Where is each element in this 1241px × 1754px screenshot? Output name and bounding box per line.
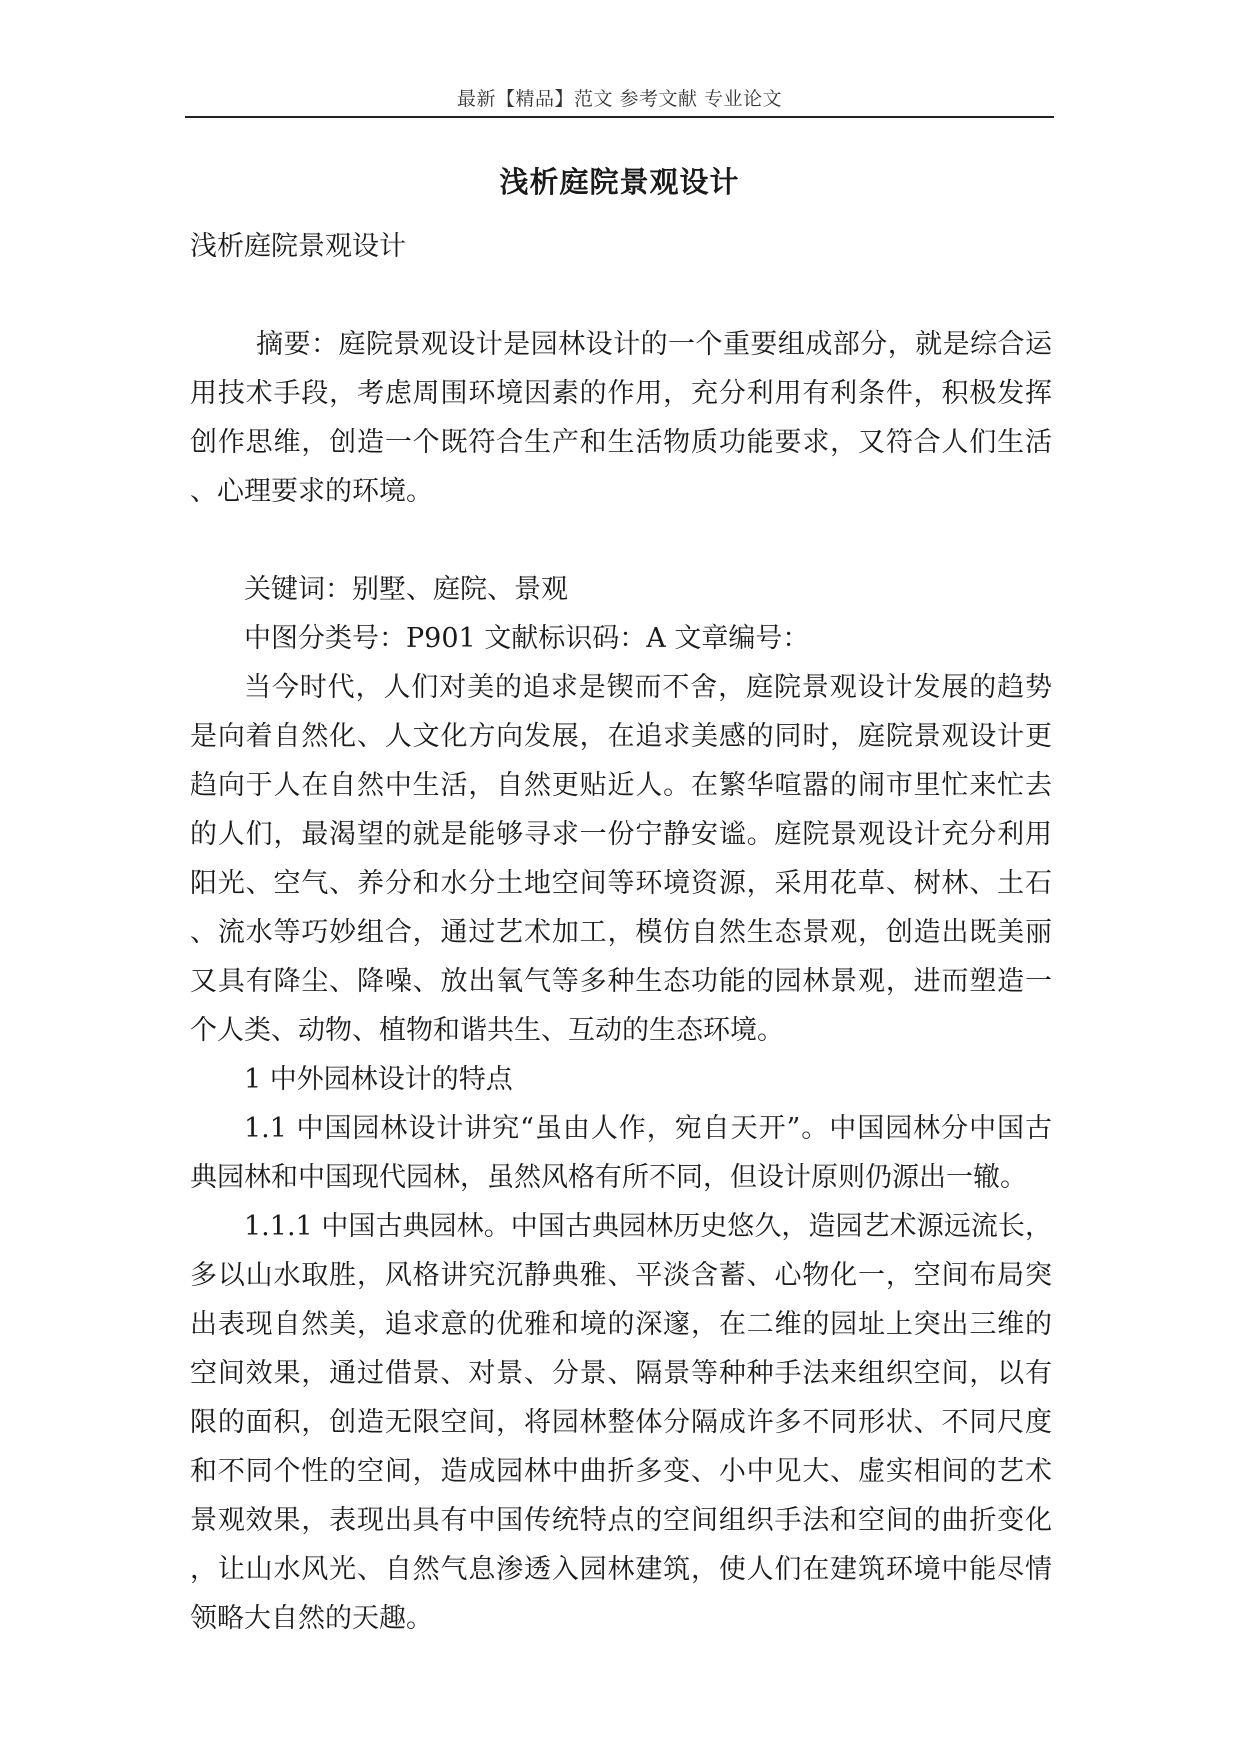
document-body bbox=[190, 222, 1052, 1643]
document-title: 浅析庭院景观设计 bbox=[499, 165, 740, 199]
section-1-1-1-paragraph: 1.1.1 中国古典园林。中国古典园林历史悠久，造园艺术源远流长，多以山水取胜，风格讲究沉静典雅、平淡含蓄、心物化一，空间布局突出表现自然美，追求意的优雅和境的深邃，在二维的园址上突出三维的空间效果，通过借景、对景、分景、隔景等种种手法来组织空间，以有限的面积，创造无限空间，将园林整体分隔成许多不同形状、不同尺度和不同个性的空间，造成园林中曲折多变、小中见大、虚实相间的艺术景观效果，表现出具有中国传统特点的空间组织手法和空间的曲折变化，让山水风光、自然气息渗透入园林建筑，使人们在建筑环境中能尽情领略大自然的天趣。 bbox=[190, 1211, 1052, 1634]
document-subtitle: 浅析庭院景观设计 bbox=[190, 231, 406, 262]
keywords-line: 关键词：别墅、庭院、景观 bbox=[244, 574, 568, 605]
section-heading-1: 1 中外园林设计的特点 bbox=[244, 1064, 513, 1095]
header-divider bbox=[185, 116, 1054, 118]
intro-paragraph: 当今时代，人们对美的追求是锲而不舍，庭院景观设计发展的趋势是向着自然化、人文化方向发展，在追求美感的同时，庭院景观设计更趋向于人在自然中生活，自然更贴近人。在繁华喧嚣的闹市里忙来忙去的人们，最渴望的就是能够寻求一份宁静安谧。庭院景观设计充分利用阳光、空气、养分和水分土地空间等环境资源，采用花草、树林、土石、流水等巧妙组合，通过艺术加工，模仿自然生态景观，创造出既美丽又具有降尘、降噪、放出氧气等多种生态功能的园林景观，进而塑造一个人类、动物、植物和谐共生、互动的生态环境。 bbox=[190, 672, 1052, 1046]
abstract-paragraph: 摘要：庭院景观设计是园林设计的一个重要组成部分，就是综合运用技术手段，考虑周围环境因素的作用，充分利用有利条件，积极发挥创作思维，创造一个既符合生产和生活物质功能要求，又符合人们生活、心理要求的环境。 bbox=[190, 329, 1052, 507]
classification-line: 中图分类号：P901 文献标识码：A 文章编号： bbox=[244, 623, 810, 654]
section-1-1-paragraph: 1.1 中国园林设计讲究“虽由人作，宛自天开”。中国园林分中国古典园林和中国现代园林，虽然风格有所不同，但设计原则仍源出一辙。 bbox=[190, 1113, 1052, 1193]
running-header: 最新【精品】范文 参考文献 专业论文 bbox=[456, 88, 783, 110]
